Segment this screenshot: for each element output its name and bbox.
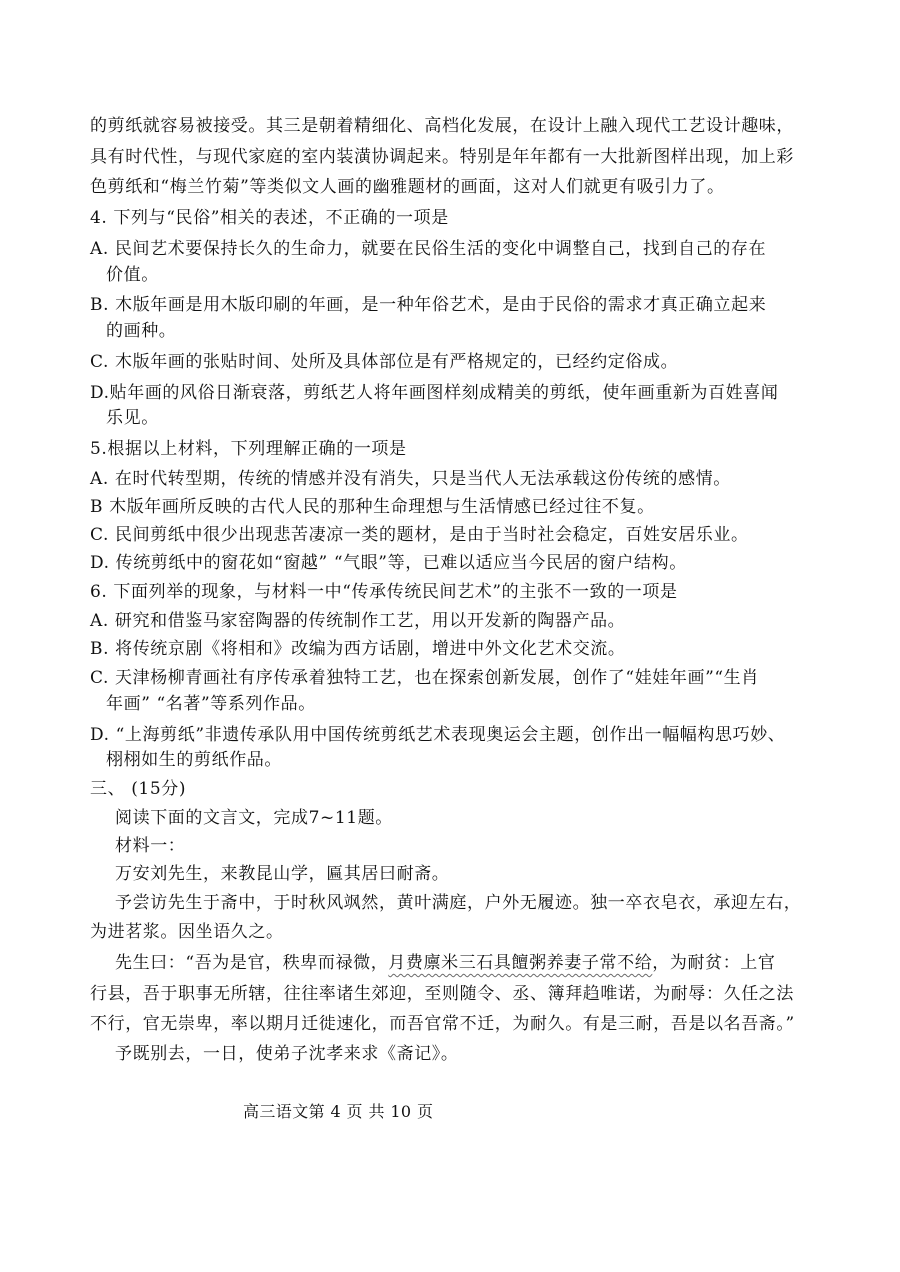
classical-text-line: 行县，吾于职事无所辖，往往率诸生郊迎，至则随令、丞、簿拜趋唯诺，为耐辱：久任之法 <box>90 984 794 1004</box>
option-c: C. 民间剪纸中很少出现悲苦凄凉一类的题材，是由于当时社会稳定，百姓安居乐业。 <box>90 525 749 545</box>
passage-line: 色剪纸和“梅兰竹菊”等类似文人画的幽雅题材的画面，这对人们就更有吸引力了。 <box>90 177 725 197</box>
passage-line: 的剪纸就容易被接受。其三是朝着精细化、高档化发展，在设计上融入现代工艺设计趣味， <box>90 116 794 136</box>
option-c: C. 木版年画的张贴时间、处所及具体部位是有严格规定的，已经约定俗成。 <box>90 352 679 372</box>
text-segment: 先生曰：“吾为是官，秩卑而禄微， <box>115 953 389 973</box>
option-c-continued: 年画” “名著”等系列作品。 <box>106 694 316 714</box>
classical-text-line: 予尝访先生于斋中，于时秋风飒然，黄叶满庭，户外无履迹。独一卒衣皂衣，承迎左右， <box>115 893 802 913</box>
option-d-continued: 栩栩如生的剪纸作品。 <box>106 750 282 770</box>
passage-line: 具有时代性，与现代家庭的室内装潢协调起来。特别是年年都有一大批新图样出现，加上彩 <box>90 147 794 167</box>
question-stem: 5.根据以上材料，下列理解正确的一项是 <box>90 439 407 459</box>
question-stem: 6. 下面列举的现象，与材料一中“传承传统民间艺术”的主张不一致的一项是 <box>90 582 678 602</box>
classical-text-line: 不行，官无崇卑，率以期月迁徙速化，而吾官常不迁，为耐久。有是三耐，吾是以名吾斋。” <box>90 1014 795 1034</box>
classical-text-line <box>115 951 776 975</box>
page-footer: 高三语文第 4 页 共 10 页 <box>243 1102 434 1121</box>
option-c: C. 天津杨柳青画社有序传承着独特工艺，也在探索创新发展，创作了“娃娃年画”“生肖 <box>90 668 759 688</box>
question-stem: 4. 下列与“民俗”相关的表述，不正确的一项是 <box>90 208 449 228</box>
section-instruction: 阅读下面的文言文，完成7~11题。 <box>115 808 393 828</box>
classical-text-line: 为进茗浆。因坐语久之。 <box>90 922 284 942</box>
classical-text-line: 予既别去，一日，使弟子沈孝来求《斋记》。 <box>115 1044 459 1064</box>
option-b-continued: 的画种。 <box>106 321 177 341</box>
option-d-continued: 乐见。 <box>106 408 159 428</box>
option-b: B. 将传统京剧《将相和》改编为西方话剧，增进中外文化艺术交流。 <box>90 639 626 659</box>
option-b: B 木版年画所反映的古代人民的那种生命理想与生活情感已经过往不复。 <box>90 497 655 517</box>
wavy-underlined-sentence: 月费廪米三石具饘粥养妻子常不给 <box>388 953 653 973</box>
option-a: A. 在时代转型期，传统的情感并没有消失，只是当代人无法承载这份传统的感情。 <box>90 469 731 489</box>
option-a: A. 研究和借鉴马家窑陶器的传统制作工艺，用以开发新的陶器产品。 <box>90 611 626 631</box>
option-a: A. 民间艺术要保持长久的生命力，就要在民俗生活的变化中调整自己，找到自己的存在 <box>90 239 767 259</box>
option-d: D. 传统剪纸中的窗花如“窗越” “气眼”等，已难以适应当今民居的窗户结构。 <box>90 553 687 573</box>
material-label: 材料一： <box>115 836 186 856</box>
section-heading: 三、 (15分) <box>90 779 187 799</box>
option-d: D. “上海剪纸”非遗传承队用中国传统剪纸艺术表现奥运会主题，创作出一幅幅构思巧妙、 <box>90 725 786 745</box>
option-d: D.贴年画的风俗日渐衰落，剪纸艺人将年画图样刻成精美的剪纸，使年画重新为百姓喜闻 <box>90 383 779 403</box>
text-segment: ，为耐贫：上官 <box>652 953 776 973</box>
classical-text-line: 万安刘先生，来教昆山学，匾其居曰耐斋。 <box>115 864 450 884</box>
option-b: B. 木版年画是用木版印刷的年画，是一种年俗艺术，是由于民俗的需求才真正确立起来 <box>90 295 767 315</box>
option-a-continued: 价值。 <box>106 265 159 285</box>
